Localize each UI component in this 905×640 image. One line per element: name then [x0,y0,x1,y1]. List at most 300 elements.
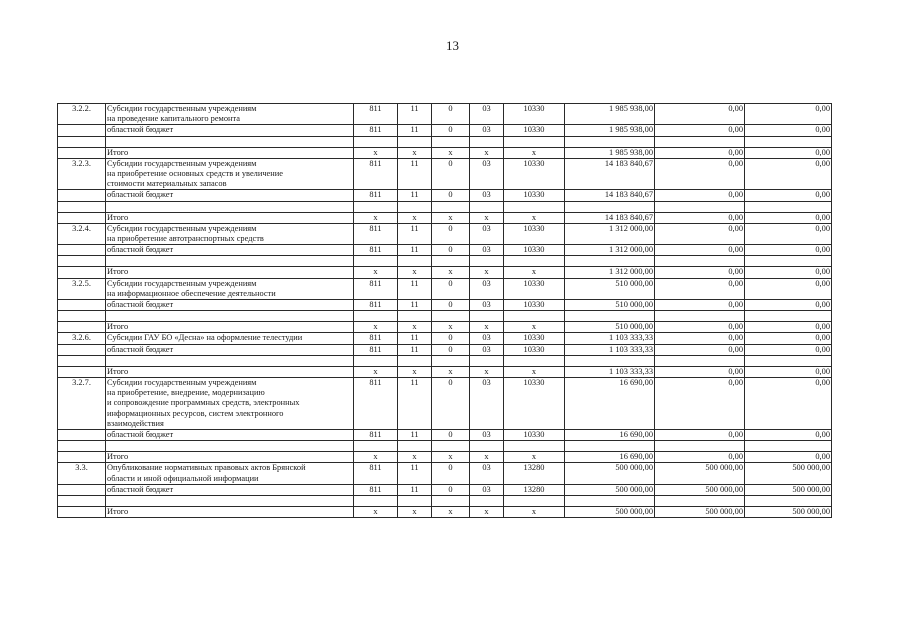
table-row [58,125,832,136]
funding-source-cell: областной бюджет [106,125,354,136]
description-line: Субсидии государственным учреждениям [107,278,257,288]
grbs-cell: x [354,366,398,377]
section-cell: 11 [398,190,432,201]
amount-year2-cell: 0,00 [655,378,745,430]
spacer-cell [106,201,354,212]
item-number-cell [58,344,106,355]
amount-year3-cell: 0,00 [745,430,832,441]
subsection-cell: x [432,452,470,463]
spacer-cell [58,441,106,452]
amount-year3-cell: 0,00 [745,190,832,201]
amount-year3-cell: 0,00 [745,125,832,136]
amount-year2-cell: 0,00 [655,430,745,441]
target-article-cell: x [470,452,504,463]
grbs-cell: x [354,212,398,223]
spacer-row [58,311,832,322]
expense-code-cell: 10330 [504,245,565,256]
spacer-cell [354,311,398,322]
spacer-cell [565,256,655,267]
spacer-cell [106,355,354,366]
spacer-cell [432,201,470,212]
description-cell [106,333,354,344]
subsection-cell: 0 [432,245,470,256]
expense-code-cell: 10330 [504,104,565,125]
amount-year3-cell: 0,00 [745,378,832,430]
spacer-cell [398,441,432,452]
section-cell: x [398,452,432,463]
amount-year1-cell: 1 103 333,33 [565,333,655,344]
amount-year2-cell: 0,00 [655,245,745,256]
expense-code-cell: x [504,366,565,377]
item-number-cell: 3.2.7. [58,378,106,430]
spacer-cell [745,201,832,212]
amount-year3-cell: 0,00 [745,104,832,125]
spacer-cell [354,256,398,267]
target-article-cell: x [470,507,504,518]
amount-year3-cell: 0,00 [745,322,832,333]
spacer-cell [745,496,832,507]
section-cell: 11 [398,278,432,299]
spacer-cell [655,496,745,507]
target-article-cell: x [470,212,504,223]
budget-table [57,103,832,518]
spacer-cell [432,311,470,322]
spacer-cell [106,311,354,322]
funding-source-cell: областной бюджет [106,344,354,355]
table-row [58,190,832,201]
amount-year1-cell: 14 183 840,67 [565,212,655,223]
target-article-cell: 03 [470,430,504,441]
target-article-cell: 03 [470,278,504,299]
expense-code-cell: x [504,212,565,223]
subsection-cell: 0 [432,278,470,299]
subsection-cell: 0 [432,430,470,441]
amount-year1-cell: 1 103 333,33 [565,366,655,377]
amount-year2-cell: 0,00 [655,147,745,158]
spacer-cell [432,256,470,267]
spacer-cell [432,355,470,366]
description-line: и сопровождение программных средств, электронных [107,398,300,408]
spacer-cell [354,355,398,366]
table-row [58,322,832,333]
total-label-cell: Итого [106,452,354,463]
table-row [58,212,832,223]
target-article-cell: x [470,147,504,158]
spacer-cell [504,201,565,212]
section-cell: 11 [398,223,432,244]
amount-year3-cell: 0,00 [745,245,832,256]
table-row [58,378,832,430]
spacer-cell [432,441,470,452]
total-label-cell: Итого [106,147,354,158]
funding-source-cell: областной бюджет [106,430,354,441]
subsection-cell: x [432,212,470,223]
expense-code-cell: x [504,267,565,278]
table-row [58,223,832,244]
table-row [58,344,832,355]
spacer-cell [58,136,106,147]
amount-year1-cell: 510 000,00 [565,300,655,311]
section-cell: x [398,507,432,518]
expense-code-cell: 13280 [504,463,565,484]
subsection-cell: 0 [432,300,470,311]
section-cell: 11 [398,378,432,430]
amount-year3-cell: 0,00 [745,366,832,377]
section-cell: x [398,322,432,333]
table-row [58,507,832,518]
grbs-cell: 811 [354,378,398,430]
grbs-cell: x [354,322,398,333]
subsection-cell: 0 [432,484,470,495]
target-article-cell: x [470,267,504,278]
funding-source-cell: областной бюджет [106,190,354,201]
amount-year3-cell: 0,00 [745,300,832,311]
amount-year2-cell: 0,00 [655,366,745,377]
expense-code-cell: x [504,452,565,463]
description-line: на приобретение основных средств и увеличение [107,169,283,179]
spacer-cell [504,256,565,267]
spacer-cell [58,496,106,507]
spacer-cell [565,311,655,322]
table-row [58,104,832,125]
amount-year2-cell: 0,00 [655,223,745,244]
total-label-cell: Итого [106,507,354,518]
amount-year1-cell: 500 000,00 [565,484,655,495]
grbs-cell: 811 [354,344,398,355]
expense-code-cell: 10330 [504,158,565,190]
target-article-cell: 03 [470,344,504,355]
spacer-cell [432,136,470,147]
subsection-cell: x [432,507,470,518]
amount-year3-cell: 500 000,00 [745,463,832,484]
spacer-cell [565,496,655,507]
spacer-cell [354,496,398,507]
funding-source-cell: областной бюджет [106,245,354,256]
spacer-cell [432,496,470,507]
section-cell: 11 [398,484,432,495]
spacer-cell [655,311,745,322]
spacer-row [58,136,832,147]
target-article-cell: 03 [470,104,504,125]
grbs-cell: 811 [354,300,398,311]
grbs-cell: 811 [354,190,398,201]
description-line: области и иной официальной информации [107,473,259,483]
table-row [58,147,832,158]
expense-code-cell: 13280 [504,484,565,495]
amount-year2-cell: 500 000,00 [655,463,745,484]
amount-year1-cell: 510 000,00 [565,322,655,333]
amount-year1-cell: 1 103 333,33 [565,344,655,355]
table-row [58,267,832,278]
spacer-cell [470,136,504,147]
item-number-cell: 3.3. [58,463,106,484]
spacer-cell [565,355,655,366]
section-cell: 11 [398,125,432,136]
target-article-cell: x [470,366,504,377]
table-row [58,300,832,311]
grbs-cell: 811 [354,223,398,244]
spacer-cell [398,201,432,212]
total-label-cell: Итого [106,267,354,278]
spacer-cell [655,355,745,366]
section-cell: x [398,267,432,278]
spacer-cell [106,136,354,147]
expense-code-cell: 10330 [504,190,565,201]
spacer-cell [354,201,398,212]
spacer-cell [504,355,565,366]
spacer-cell [106,496,354,507]
spacer-cell [470,201,504,212]
spacer-cell [470,496,504,507]
grbs-cell: 811 [354,278,398,299]
amount-year3-cell: 0,00 [745,452,832,463]
section-cell: 11 [398,463,432,484]
spacer-cell [745,355,832,366]
expense-code-cell: 10330 [504,278,565,299]
expense-code-cell: x [504,147,565,158]
spacer-row [58,496,832,507]
spacer-cell [354,441,398,452]
section-cell: 11 [398,158,432,190]
table-row [58,278,832,299]
amount-year1-cell: 500 000,00 [565,507,655,518]
amount-year2-cell: 0,00 [655,344,745,355]
amount-year2-cell: 0,00 [655,278,745,299]
spacer-cell [398,136,432,147]
grbs-cell: 811 [354,158,398,190]
expense-code-cell: 10330 [504,333,565,344]
spacer-cell [504,311,565,322]
item-number-cell [58,507,106,518]
grbs-cell: x [354,452,398,463]
target-article-cell: 03 [470,333,504,344]
section-cell: 11 [398,344,432,355]
section-cell: 11 [398,430,432,441]
spacer-cell [398,256,432,267]
amount-year2-cell: 0,00 [655,333,745,344]
spacer-cell [58,256,106,267]
item-number-cell: 3.2.3. [58,158,106,190]
spacer-cell [398,311,432,322]
spacer-cell [106,256,354,267]
item-number-cell [58,212,106,223]
table-row [58,366,832,377]
subsection-cell: 0 [432,333,470,344]
amount-year1-cell: 1 312 000,00 [565,223,655,244]
amount-year1-cell: 1 985 938,00 [565,147,655,158]
subsection-cell: 0 [432,378,470,430]
section-cell: x [398,147,432,158]
table-row [58,430,832,441]
funding-source-cell: областной бюджет [106,300,354,311]
subsection-cell: x [432,366,470,377]
item-number-cell [58,125,106,136]
grbs-cell: 811 [354,463,398,484]
amount-year1-cell: 1 985 938,00 [565,104,655,125]
target-article-cell: 03 [470,245,504,256]
expense-code-cell: 10330 [504,300,565,311]
target-article-cell: 03 [470,158,504,190]
target-article-cell: x [470,322,504,333]
spacer-cell [398,496,432,507]
amount-year2-cell: 0,00 [655,125,745,136]
spacer-cell [565,441,655,452]
budget-table-body [58,104,832,518]
spacer-cell [58,355,106,366]
item-number-cell [58,300,106,311]
amount-year1-cell: 1 312 000,00 [565,267,655,278]
description-line: на информационное обеспечение деятельности [107,288,276,298]
item-number-cell [58,430,106,441]
spacer-cell [745,256,832,267]
page-number: 13 [446,38,459,53]
description-cell [106,104,354,125]
table-row [58,245,832,256]
amount-year3-cell: 0,00 [745,223,832,244]
grbs-cell: x [354,147,398,158]
amount-year3-cell: 0,00 [745,344,832,355]
description-cell [106,223,354,244]
grbs-cell: 811 [354,125,398,136]
spacer-cell [58,201,106,212]
section-cell: x [398,212,432,223]
amount-year1-cell: 14 183 840,67 [565,158,655,190]
amount-year3-cell: 0,00 [745,158,832,190]
grbs-cell: x [354,267,398,278]
item-number-cell [58,245,106,256]
amount-year3-cell: 0,00 [745,147,832,158]
amount-year1-cell: 1 985 938,00 [565,125,655,136]
amount-year2-cell: 0,00 [655,190,745,201]
spacer-cell [354,136,398,147]
expense-code-cell: x [504,322,565,333]
item-number-cell: 3.2.4. [58,223,106,244]
spacer-cell [655,256,745,267]
expense-code-cell: 10330 [504,223,565,244]
amount-year3-cell: 0,00 [745,278,832,299]
description-line: Субсидии государственным учреждениям [107,223,257,233]
description-cell [106,378,354,430]
item-number-cell [58,190,106,201]
total-label-cell: Итого [106,322,354,333]
expense-code-cell: x [504,507,565,518]
description-cell [106,278,354,299]
description-line: Субсидии государственным учреждениям [107,378,257,388]
spacer-row [58,201,832,212]
amount-year1-cell: 1 312 000,00 [565,245,655,256]
amount-year2-cell: 0,00 [655,267,745,278]
spacer-row [58,355,832,366]
spacer-row [58,441,832,452]
subsection-cell: 0 [432,190,470,201]
target-article-cell: 03 [470,223,504,244]
grbs-cell: 811 [354,245,398,256]
description-line: взаимодействия [107,418,164,428]
table-row [58,484,832,495]
grbs-cell: 811 [354,104,398,125]
description-line: на проведение капитального ремонта [107,114,241,124]
amount-year1-cell: 16 690,00 [565,430,655,441]
spacer-cell [565,136,655,147]
grbs-cell: 811 [354,430,398,441]
description-line: Субсидии государственным учреждениям [107,158,257,168]
description-line: на приобретение автотранспортных средств [107,234,264,244]
subsection-cell: x [432,147,470,158]
subsection-cell: 0 [432,463,470,484]
amount-year1-cell: 16 690,00 [565,378,655,430]
spacer-row [58,256,832,267]
amount-year3-cell: 0,00 [745,333,832,344]
subsection-cell: 0 [432,223,470,244]
amount-year2-cell: 0,00 [655,158,745,190]
table-row [58,452,832,463]
section-cell: 11 [398,245,432,256]
spacer-cell [745,311,832,322]
item-number-cell [58,452,106,463]
total-label-cell: Итого [106,366,354,377]
spacer-cell [504,496,565,507]
item-number-cell [58,366,106,377]
subsection-cell: 0 [432,125,470,136]
subsection-cell: 0 [432,158,470,190]
item-number-cell [58,322,106,333]
amount-year3-cell: 500 000,00 [745,507,832,518]
subsection-cell: x [432,322,470,333]
amount-year2-cell: 0,00 [655,104,745,125]
description-line: Субсидии ГАУ БО «Десна» на оформление телестудии [107,333,303,343]
description-cell [106,463,354,484]
expense-code-cell: 10330 [504,125,565,136]
amount-year2-cell: 500 000,00 [655,507,745,518]
spacer-cell [470,311,504,322]
amount-year3-cell: 0,00 [745,212,832,223]
subsection-cell: 0 [432,104,470,125]
item-number-cell: 3.2.2. [58,104,106,125]
spacer-cell [58,311,106,322]
grbs-cell: x [354,507,398,518]
amount-year2-cell: 0,00 [655,322,745,333]
subsection-cell: 0 [432,344,470,355]
amount-year1-cell: 16 690,00 [565,452,655,463]
target-article-cell: 03 [470,484,504,495]
amount-year1-cell: 500 000,00 [565,463,655,484]
target-article-cell: 03 [470,300,504,311]
expense-code-cell: 10330 [504,378,565,430]
amount-year2-cell: 0,00 [655,300,745,311]
section-cell: 11 [398,104,432,125]
section-cell: 11 [398,333,432,344]
spacer-cell [565,201,655,212]
target-article-cell: 03 [470,378,504,430]
item-number-cell [58,484,106,495]
grbs-cell: 811 [354,333,398,344]
description-line: стоимости материальных запасов [107,179,227,189]
spacer-cell [504,136,565,147]
section-cell: x [398,366,432,377]
amount-year3-cell: 500 000,00 [745,484,832,495]
amount-year2-cell: 0,00 [655,212,745,223]
amount-year2-cell: 500 000,00 [655,484,745,495]
spacer-cell [655,136,745,147]
spacer-cell [655,201,745,212]
spacer-cell [655,441,745,452]
spacer-cell [106,441,354,452]
amount-year1-cell: 14 183 840,67 [565,190,655,201]
expense-code-cell: 10330 [504,344,565,355]
table-row [58,463,832,484]
table-row [58,158,832,190]
item-number-cell: 3.2.6. [58,333,106,344]
